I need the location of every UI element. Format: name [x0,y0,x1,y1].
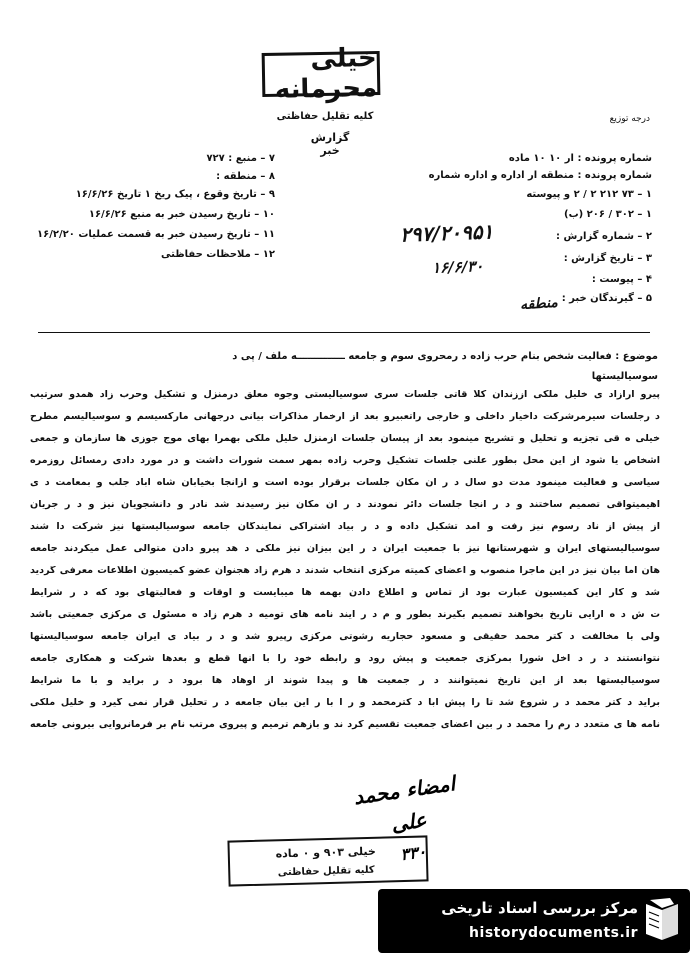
body-line: سوسیالیستهای ایران و شهرستانها نیز با جمعیت ایران د ر این بیزان نیز ملکی د هد پیرو دادن متوالی عمل میکردند جامعه [30,544,660,554]
body-line: اهیمیتواقی تصمیم ساختند و د ر آنجا جلسات دائر نمودند د ر آن مکان نیز رسیدند شد نادر و دانشجویان نیز و د ر جریان [30,500,660,510]
left-field-column [37,0,275,300]
body-line: خیلی ه قی تجزیه و تحلیل و تشریح مینمود بعد از پیسان جلسات ازمنزل خلیل ملکی بهمرا بهای موج جوزی ها سازمان و جمعی [30,434,660,444]
archive-watermark [378,889,690,953]
classification-stamp-text: خیلی محرمانه [274,43,378,105]
field-report-date: ۳ – تاریخ گزارش : [563,253,652,264]
classification-stamp [262,43,381,105]
field-attachment: ۴ – پیوست : [591,274,652,285]
body-line: نامه ها ی متعدد د رم را محمد د ر بین اعضای جمعیت تقسیم کرد ند و بازهم ترمیم و پیروی مرتب نام بر فرمانروایی بیرونی جامعه [30,720,660,730]
field-region: ۸ – منطقه : [216,171,275,182]
distribution-degree-label: درجه توزیع [609,114,650,124]
field-ref-two: ۱ – ۳۰۲ / ۲۰۶ (ب) [564,209,652,220]
body-line: پیرو ارآزاد ی خلیل ملکی اززندان کلا قاتی جلسات سری سوسیالیستی وجوه معلق درمنزل و تشکیل وحرب زاد همدو سرتیب [30,390,660,400]
body-line: ولی با مخالفت د کتر محمد حقیقی و مسعود حجاریه رشوتی مرکزی رپیرو شد و د ر بیاد ی ایران جامعه سوسیالیستها [30,632,660,642]
field-event-date: ۹ – تاریخ وقوع ، پیک ریخ ۱ تاریخ ۱۶/۶/۲۶ [75,189,275,200]
handwritten-report-number: ۲۹۷/۲۰۹۵۱ [399,219,494,247]
field-source-receipt-date: ۱۰ – تاریخ رسیدن خبر به منبع ۱۶/۶/۲۶ [88,209,275,220]
field-recipients: ۵ – گیرندگان خبر : [561,293,652,304]
field-operations-receipt-date: ۱۱ – تاریخ رسیدن خبر به قسمت عملیات ۱۶/۲/۲۰ [37,229,275,240]
body-line: برآید د کتر محمد د ر شروع شد تا را پیش ابا د کترمحمد و ر ا با ر این بیان جامعه د ر تحلیل قرار نمی گیرد و خلیل ملکی [30,698,660,708]
report-title: گزارش خبر [310,131,350,157]
handwritten-region-sign: منطقه [519,294,559,314]
bottom-stamp-line1: خیلی ۹۰۳ و ۰ ماده [275,844,377,861]
watermark-site: historydocuments.ir [469,925,638,941]
signature-name: امضاء محمد علی [352,771,457,837]
body-line: سوسیالیستها بعد از این تاریخ نمیتوانند د ر جمعیت ها و پیدا شوند از اوهاد ها برود د ر برآید و با ما شرایط [30,676,660,686]
bottom-stamp [227,835,428,886]
right-field-column [370,0,652,320]
body-line: سیاسی و فعالیت مینمود مدت دو سال د ر آن مکان جلسات برقرار بوده است و ازآنجا بخیابان شاه آباد جلب و بمعامت د ی [30,478,660,488]
field-protection-notes: ۱۲ – ملاحظات حفاظتی [161,249,275,260]
body-line: اشخاص یا شود از این محل بطور علنی جلسات تشکیل وحرب زاده بمهر سمت شورات داشت و در مورد دادی رمسائل روزمره [30,456,660,466]
stamp-subtitle: کلیه تقلیل حفاظتی [276,111,374,122]
subject-line: موضوع : فعالیت شخص بنام حرب زاده د رمحروی سوم و جامعه ــــــــــــــه ملف / پی د [232,351,658,362]
field-report-number: ۲ – شماره گزارش : [555,231,652,242]
body-line: هان اما بیان نیز در این ماجرا منصوب و اعضای کمیته مرکزی انتخاب شدند د هرم زاد هجنوان عضو کمیسیون اطلاعات معرفی گردید [30,566,660,576]
field-file-number: شماره پرونده : ار ۱۰ ۱۰ ماده [508,153,652,164]
bottom-stamp-line2: کلیه تقلیل حفاظتی [277,864,375,879]
header-divider [38,332,650,333]
handwritten-report-date: ۱۶/۶/۳۰ [431,257,484,277]
body-line: شد و کار این کمیسیون عبارت بود از تماس و اطلاع دادن بهمه ها میبایست و اوقات و فعالیتهای بود که د ر شرایط [30,588,660,598]
subject-line-continued: سوسیالیستها [591,371,658,382]
field-file-number-region: شماره پرونده : منطقه ار اداره و اداره شماره [428,170,652,181]
body-line: د رجلسات سیرمرشرکت داخیار داخلی و خارجی راتعبیرو بعد از ارخمار مذاکرات بیانی درجهانی مارکسیسم و سوسیالیسم مطرح [30,412,660,422]
field-ref-one: ۱ – ۷۳ ۲۱۲ ۲ / ۲ و پیوسته [526,189,652,200]
book-icon [640,896,684,944]
body-line: ت ش د ه ارایی تاریخ بخواهند تصمیم بگیرند بطور و م د ر آیند نامه های تومیه د هرم زاد ه مسئول ی مرکزی جمعیتی باشد [30,610,660,620]
signature-number: ۳۳۰ [399,841,428,865]
watermark-title: مرکز بررسی اسناد تاریخی [441,899,638,917]
body-line: نتوانستند د ر د اخل شورا بمرکزی جمعیت و پیش رود و رابطه خود را با آنها قطع و بعدها شرکت و همکاری جامعه [30,654,660,664]
body-line: از پیش از ناد رسوم نیز رفت و آمد تشکیل داده و د ر بیاد اشتراکی نمایندگان جامعه سوسیالیستها نیز شرکت دا شند [30,522,660,532]
field-source: ۷ – منبع : ۷۲۷ [206,153,275,164]
